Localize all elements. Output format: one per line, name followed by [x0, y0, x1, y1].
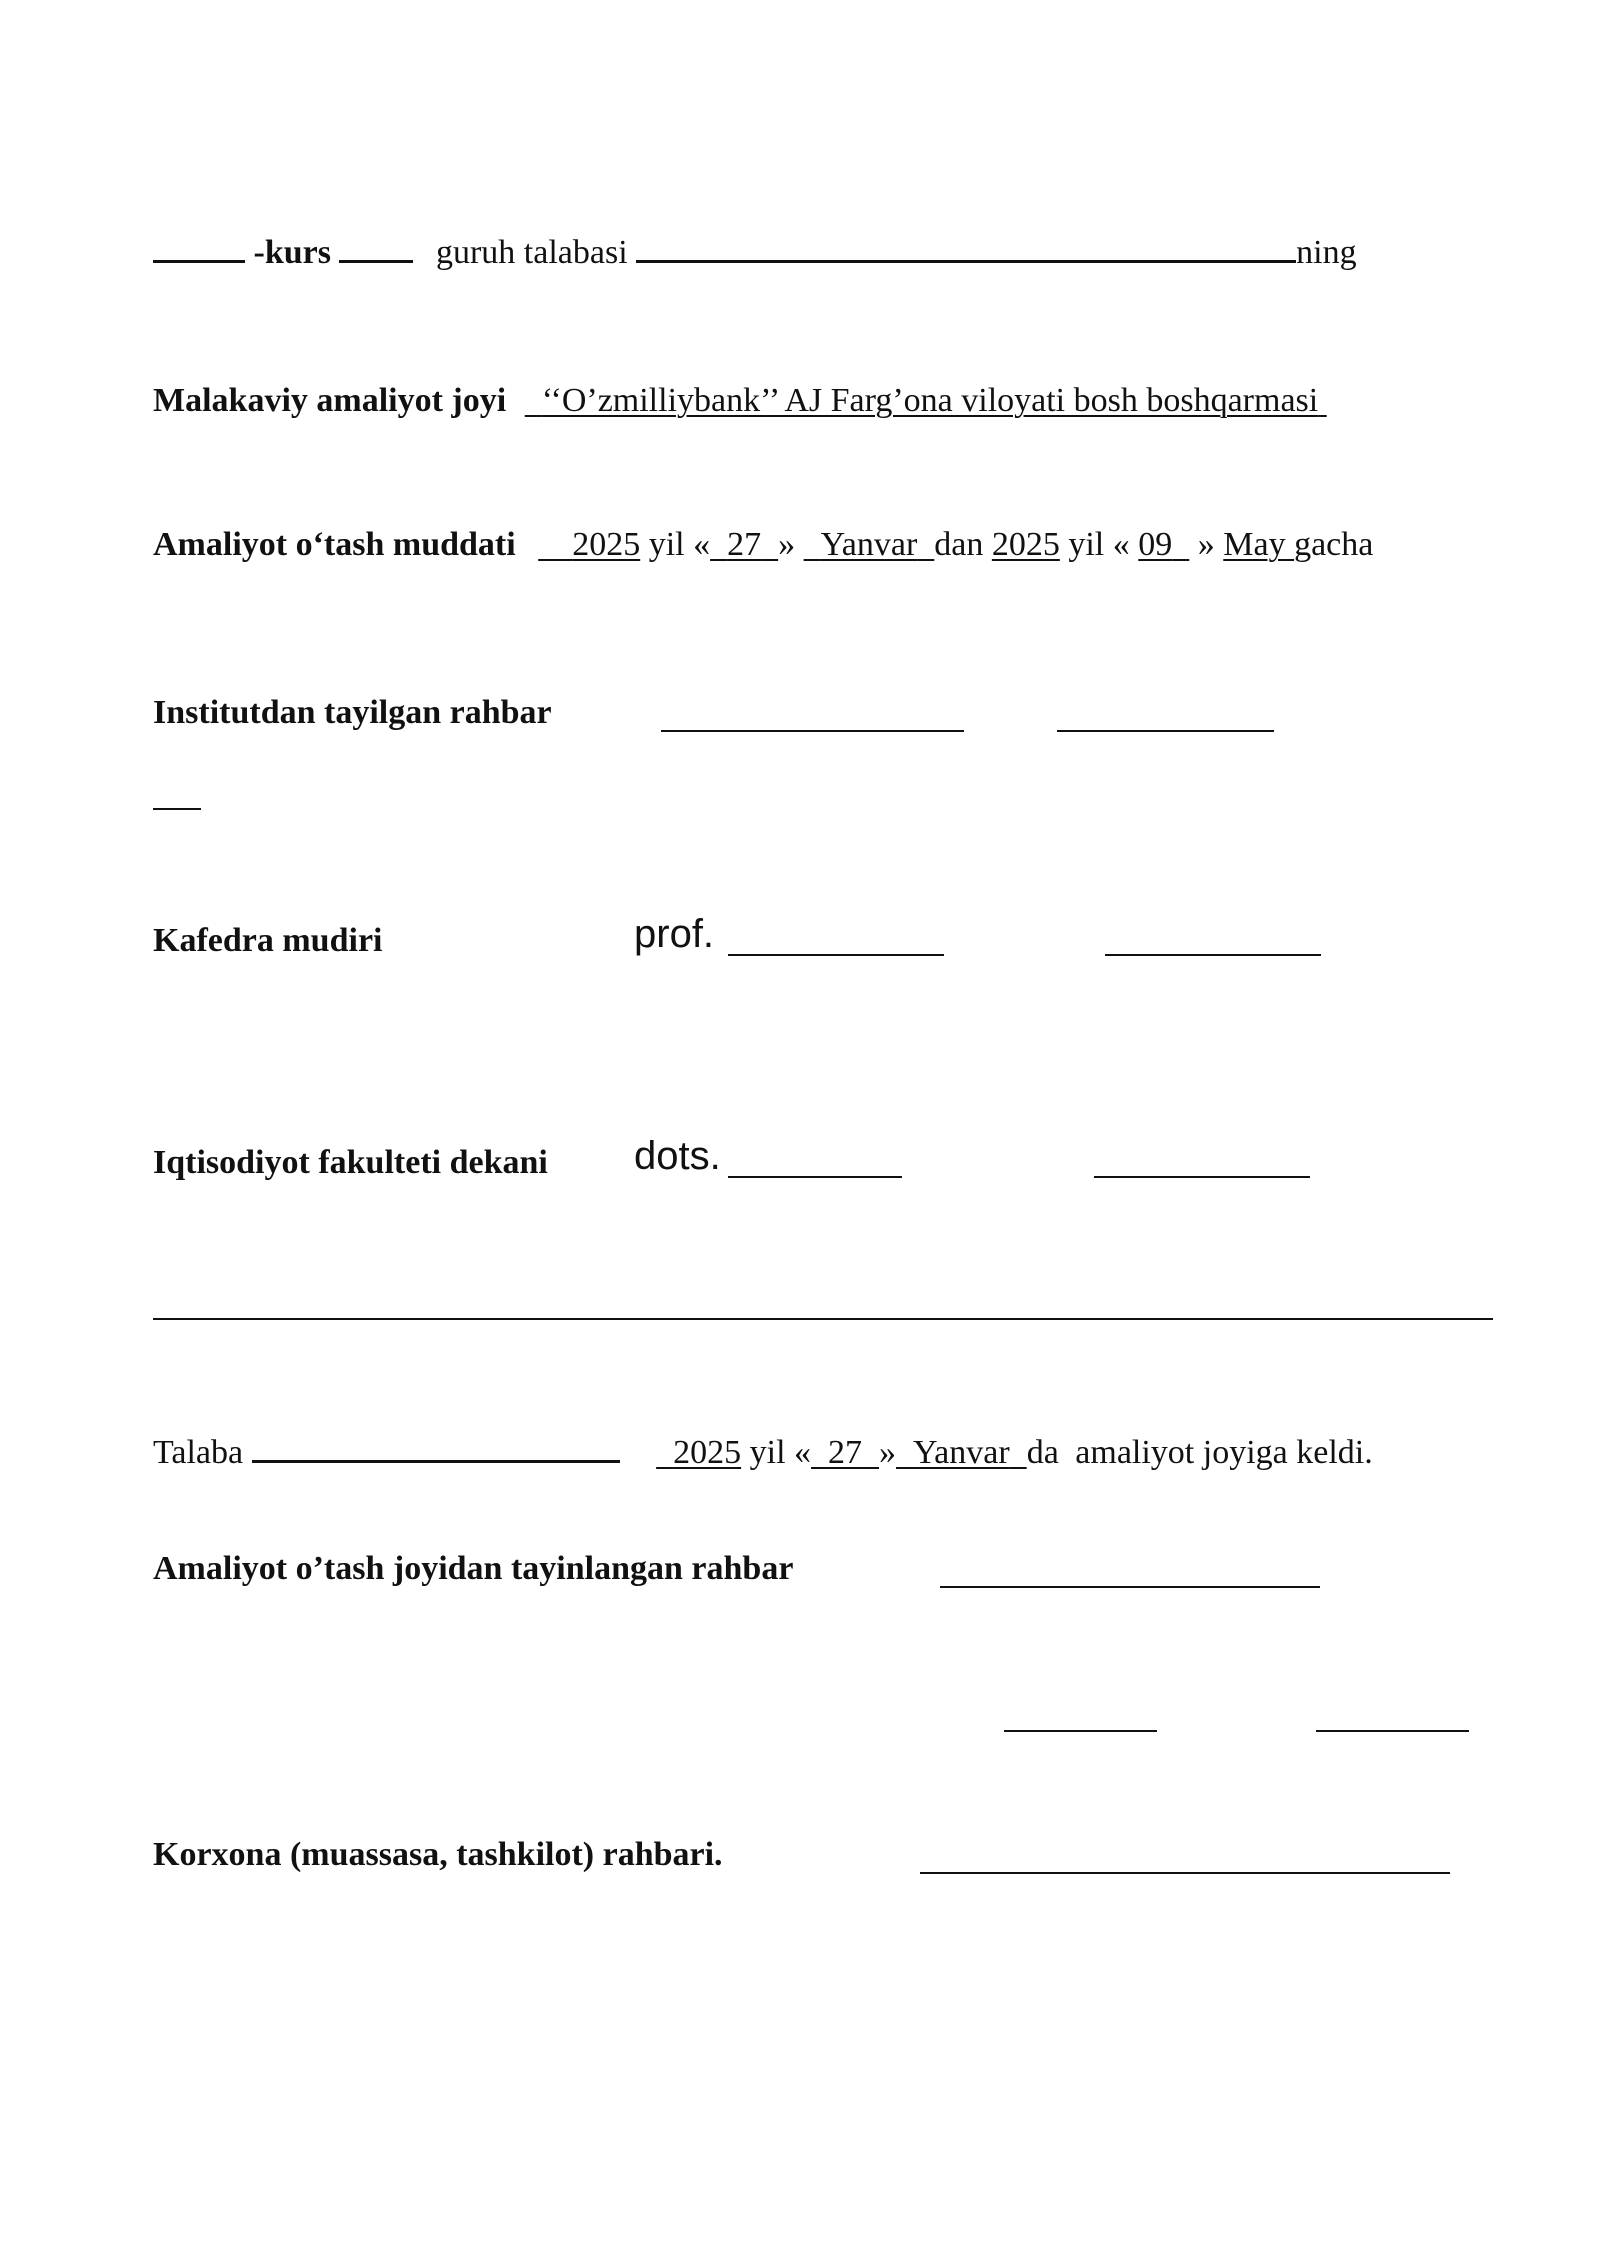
- course-blank[interactable]: [153, 230, 245, 263]
- group-blank[interactable]: [339, 230, 413, 263]
- talaba-label: Talaba: [153, 1434, 244, 1471]
- dean-sign-blank[interactable]: [1094, 1146, 1310, 1178]
- da-suffix: da: [1026, 1434, 1059, 1471]
- workplace-supervisor-blank[interactable]: [940, 1556, 1320, 1588]
- enterprise-head-blank[interactable]: [920, 1842, 1450, 1874]
- group-student-label: guruh talabasi: [435, 234, 628, 271]
- arrival-month: Yanvar: [913, 1434, 1010, 1471]
- end-month: May: [1223, 526, 1286, 563]
- department-head-name-blank[interactable]: [728, 924, 944, 956]
- student-line: [153, 230, 1357, 270]
- course-label: -kurs: [253, 234, 331, 271]
- dean-label: Iqtisodiyot fakulteti dekani: [153, 1144, 548, 1181]
- department-head-label: Kafedra mudiri: [153, 922, 383, 959]
- institute-supervisor-extra-blank[interactable]: [153, 778, 201, 810]
- start-month: Yanvar: [820, 526, 918, 563]
- practice-period-line: [153, 528, 1373, 562]
- end-year: 2025: [991, 526, 1060, 563]
- department-head-sign-blank[interactable]: [1105, 924, 1321, 956]
- arrival-year: 2025: [673, 1434, 742, 1471]
- enterprise-head-label: Korxona (muassasa, tashkilot) rahbari.: [153, 1836, 723, 1873]
- end-day: 09: [1138, 526, 1173, 563]
- institute-supervisor-name-blank[interactable]: [661, 700, 964, 732]
- student-name-blank[interactable]: [636, 230, 1296, 263]
- start-year: 2025: [572, 526, 641, 563]
- start-day: 27: [727, 526, 762, 563]
- dots-title: dots.: [634, 1134, 721, 1178]
- practice-place-line: [153, 384, 1327, 418]
- arrival-yil: yil «: [749, 1434, 812, 1471]
- institute-supervisor-sign-blank[interactable]: [1057, 700, 1274, 732]
- workplace-supervisor-label: Amaliyot o’tash joyidan tayinlangan rahbar: [153, 1550, 794, 1587]
- arrival-day: 27: [828, 1434, 863, 1471]
- dan-suffix: dan: [934, 526, 984, 563]
- workplace-supervisor-name-blank[interactable]: [1004, 1700, 1157, 1732]
- end-yil: yil «: [1068, 526, 1130, 563]
- workplace-supervisor-sign-blank[interactable]: [1316, 1700, 1469, 1732]
- gacha-suffix: gacha: [1294, 526, 1374, 563]
- arrival-close: »: [879, 1434, 897, 1471]
- end-close: »: [1197, 526, 1215, 563]
- practice-place-value: ‘‘O’zmilliybank’’ AJ Farg’ona viloyati bosh boshqarmasi: [541, 382, 1319, 419]
- start-close: »: [778, 526, 796, 563]
- institute-supervisor-label: Institutdan tayilgan rahbar: [153, 694, 552, 731]
- arrival-rest: amaliyot joyiga keldi.: [1075, 1434, 1373, 1471]
- full-width-blank[interactable]: [153, 1288, 1493, 1320]
- ning-suffix: ning: [1296, 234, 1357, 271]
- start-yil: yil «: [648, 526, 711, 563]
- dean-name-blank[interactable]: [728, 1146, 902, 1178]
- prof-title: prof.: [634, 912, 715, 956]
- short-dash: [153, 1318, 173, 1320]
- practice-place-label: Malakaviy amaliyot joyi: [153, 382, 507, 419]
- arrival-line: [153, 1430, 1373, 1470]
- practice-period-label: Amaliyot o‘tash muddati: [153, 526, 516, 563]
- talaba-name-blank[interactable]: [252, 1430, 620, 1463]
